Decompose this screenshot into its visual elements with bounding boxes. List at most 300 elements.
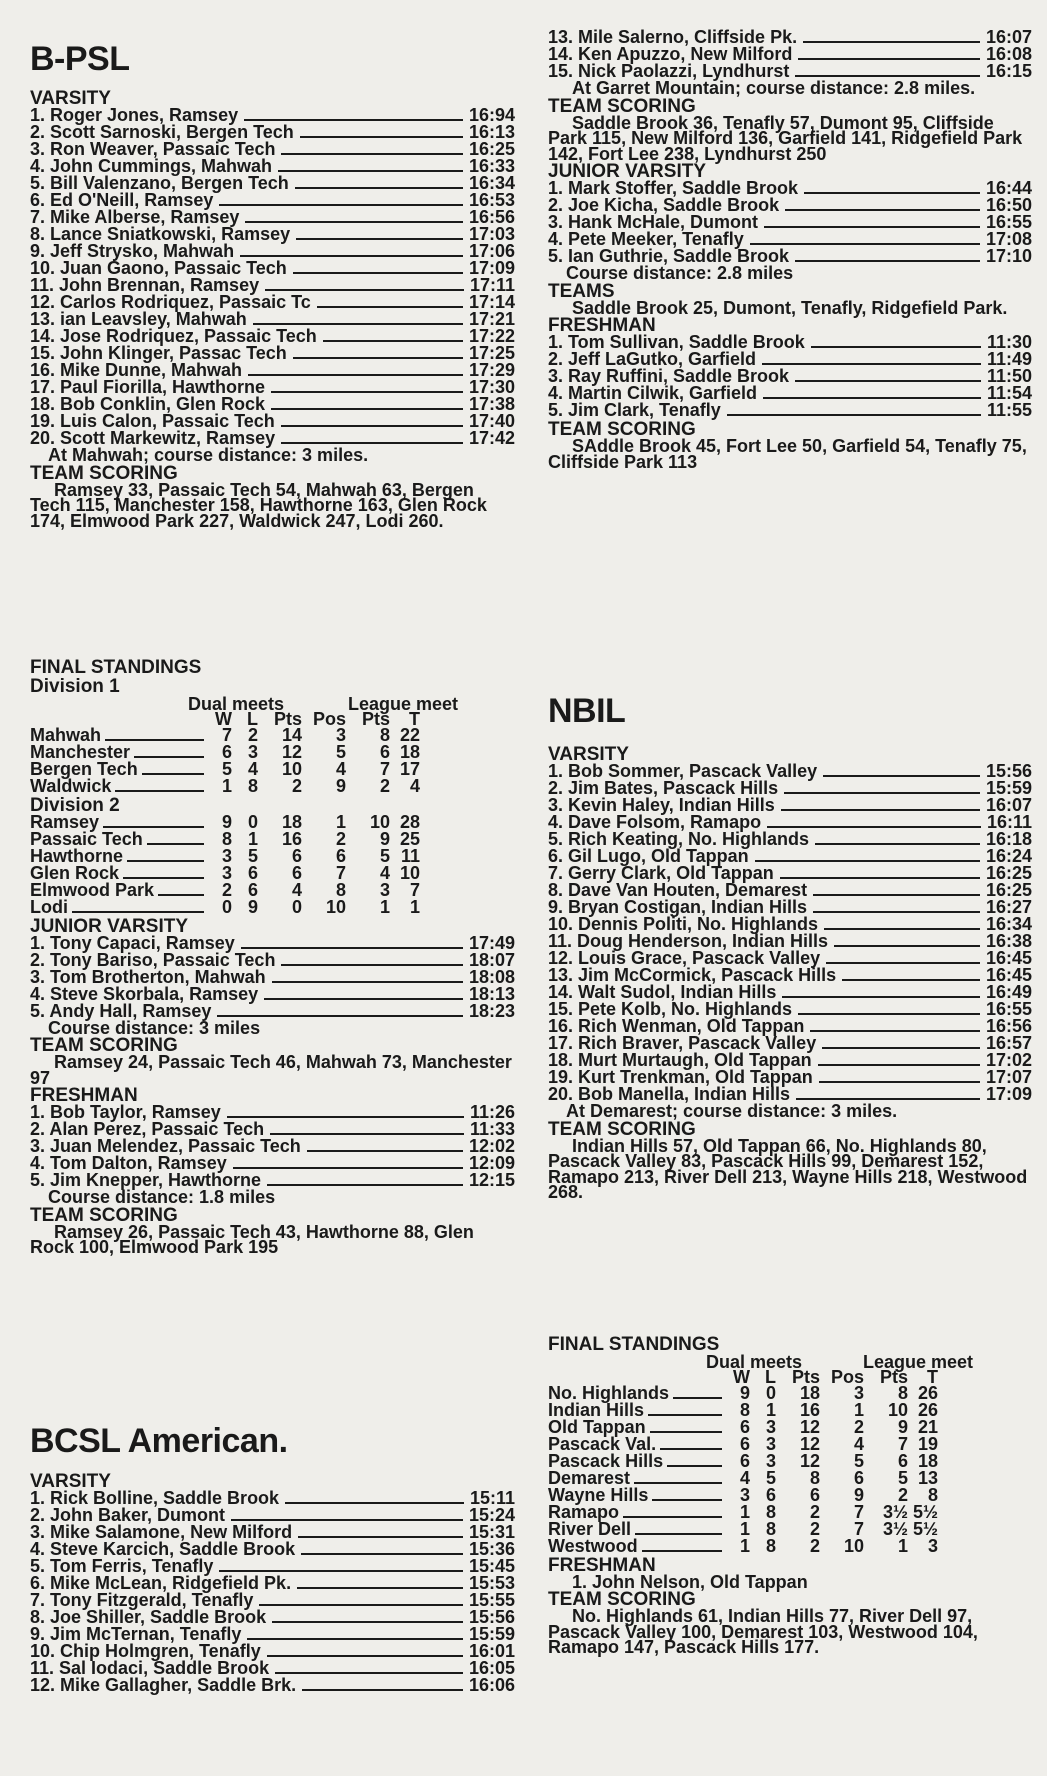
standings-value: 8 <box>247 776 258 797</box>
standings-value: 8 <box>927 1485 938 1506</box>
leader-line <box>103 826 204 828</box>
runner-name: 3. Kevin Haley, Indian Hills <box>548 795 775 815</box>
leader-line <box>780 877 980 879</box>
leader-line <box>834 945 980 947</box>
runner-time: 16:01 <box>468 1641 515 1661</box>
bpsl-fr-label: FRESHMAN <box>30 1085 138 1106</box>
runner-time: 17:42 <box>468 428 515 448</box>
runner-time: 11:30 <box>986 332 1032 352</box>
runner-time: 16:24 <box>985 846 1032 866</box>
runner-time: 16:56 <box>985 1016 1032 1036</box>
result-row <box>30 1675 515 1695</box>
bpsl-varsity-list <box>30 105 515 448</box>
bpsl-fr-note: Course distance: 1.8 miles <box>48 1187 276 1207</box>
leader-line <box>298 1536 463 1538</box>
nbil-fr-line: 1. John Nelson, Old Tappan <box>572 1571 808 1592</box>
standings-value: 7 <box>853 1519 864 1540</box>
team-name: Ramapo <box>548 1501 620 1522</box>
team-name: Manchester <box>30 741 131 762</box>
team-name: Old Tappan <box>548 1416 646 1437</box>
nbil-fr-scoring-label: TEAM SCORING <box>548 1589 696 1610</box>
runner-time: 17:08 <box>985 229 1032 249</box>
runner-name: 2. Jeff LaGutko, Garfield <box>548 349 757 369</box>
standings-value: 8 <box>809 1468 820 1489</box>
runner-name: 1. Mark Stoffer, Saddle Brook <box>548 178 799 198</box>
leader-line <box>240 255 463 257</box>
runner-time: 17:49 <box>468 932 515 953</box>
leader-line <box>796 1098 980 1100</box>
standings-value: 2 <box>809 1536 820 1557</box>
standings-value: 4 <box>379 863 390 884</box>
runner-name: 12. Mike Gallagher, Saddle Brk. <box>30 1675 297 1695</box>
bpsl-varsity-note: At Mahwah; course distance: 3 miles. <box>48 445 369 465</box>
leader-line <box>247 1638 463 1640</box>
bcsl-fr-list <box>548 332 1032 420</box>
standings-value: 19 <box>917 1434 938 1455</box>
runner-name: 7. Mike Alberse, Ramsey <box>30 207 240 227</box>
standings-value: 5½ <box>912 1519 938 1540</box>
bpsl-final-standings <box>30 658 515 1256</box>
runner-time: 16:94 <box>468 105 515 125</box>
leader-line <box>295 187 463 189</box>
leader-line <box>267 1184 463 1186</box>
standings-value: 8 <box>335 880 346 901</box>
runner-name: 3. Ron Weaver, Passaic Tech <box>30 139 276 159</box>
bpsl-standings-header-group <box>30 696 515 712</box>
bcsl-team-scoring: Saddle Brook 36, Tenafly 57, Dumont 95, Cliffside Park 115, New Milford 136, Garfield 141, Ridgefield Park 142, Fort Lee 238, Lyndhurst 250 <box>548 112 1023 164</box>
standings-value: 0 <box>221 897 232 918</box>
standings-value: 4 <box>853 1434 864 1455</box>
runner-time: 16:27 <box>985 897 1032 917</box>
standings-value: 9 <box>853 1485 864 1506</box>
leader-line <box>323 340 463 342</box>
runner-time: 15:24 <box>468 1505 515 1525</box>
leader-line <box>811 346 981 348</box>
runner-time: 16:08 <box>985 44 1032 64</box>
standings-row <box>548 1539 938 1556</box>
standings-value: 3 <box>765 1417 776 1438</box>
leader-line <box>660 1448 722 1450</box>
runner-time: 16:45 <box>985 965 1032 985</box>
leader-line <box>824 928 980 930</box>
leader-line <box>296 238 463 240</box>
standings-value: 22 <box>399 725 420 746</box>
leader-line <box>293 357 463 359</box>
runner-time: 16:49 <box>985 982 1032 1002</box>
standings-value: 6 <box>335 846 346 867</box>
standings-value: 3 <box>335 725 346 746</box>
standings-value: 8 <box>221 829 232 850</box>
bcsl-team-scoring-label: TEAM SCORING <box>548 95 696 117</box>
runner-time: 17:10 <box>985 246 1032 266</box>
standings-column-header: L <box>247 709 258 729</box>
standings-column-header: L <box>765 1367 776 1387</box>
runner-name: 1. Rick Bolline, Saddle Brook <box>30 1488 280 1508</box>
runner-time: 17:02 <box>985 1050 1032 1070</box>
runner-time: 12:02 <box>468 1136 515 1156</box>
standings-team-cell <box>30 775 206 796</box>
runner-time: 17:40 <box>468 411 515 431</box>
runner-name: 1. Tom Sullivan, Saddle Brook <box>548 332 805 352</box>
runner-name: 5. Ian Guthrie, Saddle Brook <box>548 246 790 266</box>
runner-time: 17:25 <box>468 343 515 363</box>
standings-value: 10 <box>887 1400 908 1421</box>
team-name: Pascack Hills <box>548 1450 664 1471</box>
standings-value: 6 <box>739 1434 750 1455</box>
runner-name: 18. Bob Conklin, Glen Rock <box>30 394 266 414</box>
standings-value: 7 <box>897 1434 908 1455</box>
bcsl-varsity-note: At Garret Mountain; course distance: 2.8 miles. <box>572 78 976 98</box>
runner-name: 13. Jim McCormick, Pascack Hills <box>548 965 837 985</box>
runner-name: 1. Bob Sommer, Pascack Valley <box>548 761 818 781</box>
runner-time: 11:33 <box>469 1119 515 1139</box>
team-name: Hawthorne <box>30 845 124 866</box>
leader-line <box>134 756 204 758</box>
runner-time: 15:56 <box>468 1607 515 1627</box>
runner-name: 9. Jim McTernan, Tenafly <box>30 1624 242 1644</box>
leader-line <box>142 773 204 775</box>
leader-line <box>227 1116 464 1118</box>
standings-value: 4 <box>409 776 420 797</box>
standings-value: 3 <box>739 1485 750 1506</box>
standings-value: 2 <box>809 1502 820 1523</box>
runner-name: 8. Joe Shiller, Saddle Brook <box>30 1607 267 1627</box>
leader-line <box>767 826 981 828</box>
standings-value: 1 <box>739 1536 750 1557</box>
runner-time: 17:38 <box>468 394 515 414</box>
leader-line <box>271 391 463 393</box>
leader-line <box>652 1499 722 1501</box>
runner-time: 16:34 <box>468 173 515 193</box>
bpsl-div1-label: Division 1 <box>30 676 120 697</box>
runner-name: 3. Juan Melendez, Passaic Tech <box>30 1136 301 1156</box>
standings-value: 10 <box>325 897 346 918</box>
standings-value: 16 <box>799 1400 820 1421</box>
runner-name: 1. Roger Jones, Ramsey <box>30 105 239 125</box>
leader-line <box>72 911 204 913</box>
runner-time: 17:09 <box>985 1084 1032 1104</box>
standings-value: 1 <box>335 812 346 833</box>
leader-line <box>764 226 980 228</box>
runner-name: 4. Pete Meeker, Tenafly <box>548 229 744 249</box>
standings-value: 12 <box>799 1434 820 1455</box>
standings-value: 6 <box>291 846 302 867</box>
nbil-varsity-note: At Demarest; course distance: 3 miles. <box>566 1101 898 1121</box>
standings-value: 2 <box>379 776 390 797</box>
standings-value: 1 <box>853 1400 864 1421</box>
standings-value: 16 <box>281 829 302 850</box>
runner-time: 18:23 <box>468 1000 515 1021</box>
runner-name: 6. Mike McLean, Ridgefield Pk. <box>30 1573 292 1593</box>
leader-line <box>307 1150 463 1152</box>
leader-line <box>673 1397 722 1399</box>
standings-value: 21 <box>917 1417 938 1438</box>
standings-value: 18 <box>799 1383 820 1404</box>
standings-value: 5 <box>379 846 390 867</box>
runner-time: 16:44 <box>985 178 1032 198</box>
standings-value: 14 <box>281 725 302 746</box>
standings-column-header: W <box>733 1367 750 1387</box>
runner-time: 16:45 <box>985 948 1032 968</box>
standings-column-header: Pts <box>273 709 302 729</box>
runner-time: 16:05 <box>468 1658 515 1678</box>
bpsl-div2-label: Division 2 <box>30 794 120 816</box>
runner-name: 4. Steve Skorbala, Ramsey <box>30 983 259 1004</box>
standings-column-header: Pos <box>830 1367 864 1387</box>
runner-time: 16:55 <box>985 999 1032 1019</box>
runner-time: 16:33 <box>468 156 515 176</box>
runner-time: 15:36 <box>468 1539 515 1559</box>
leader-line <box>803 41 980 43</box>
runner-name: 16. Rich Wenman, Old Tappan <box>548 1016 805 1036</box>
standings-team-cell <box>30 896 206 917</box>
runner-time: 11:49 <box>986 349 1032 369</box>
standings-value: 7 <box>335 863 346 884</box>
runner-name: 5. Andy Hall, Ramsey <box>30 1000 212 1021</box>
standings-value: 5½ <box>912 1502 938 1523</box>
runner-time: 16:07 <box>985 795 1032 815</box>
bcsl-varsity-continued <box>548 27 1032 472</box>
runner-name: 4. Steve Karcich, Saddle Brook <box>30 1539 296 1559</box>
standings-value: 3 <box>247 742 258 763</box>
leader-line <box>231 1519 463 1521</box>
runner-name: 2. Jim Bates, Pascack Hills <box>548 778 779 798</box>
runner-name: 9. Jeff Strysko, Mahwah <box>30 241 235 261</box>
standings-value: 6 <box>765 1485 776 1506</box>
runner-name: 11. Sal Iodaci, Saddle Brook <box>30 1658 270 1678</box>
bcsl-section <box>30 1422 515 1460</box>
bpsl-final-label: FINAL STANDINGS <box>30 657 202 678</box>
standings-value: 3½ <box>882 1502 908 1523</box>
leader-line <box>813 894 980 896</box>
leader-line <box>762 363 981 365</box>
leader-line <box>667 1465 722 1467</box>
runner-name: 20. Bob Manella, Indian Hills <box>548 1084 791 1104</box>
standings-value: 1 <box>897 1536 908 1557</box>
standings-value: 1 <box>765 1400 776 1421</box>
standings-value: 2 <box>247 725 258 746</box>
leader-line <box>784 792 980 794</box>
bcsl-teams: Saddle Brook 25, Dumont, Tenafly, Ridgefield Park. <box>572 297 1008 318</box>
bcsl-varsity <box>30 1472 515 1695</box>
runner-time: 16:25 <box>468 139 515 159</box>
runner-name: 5. Tom Ferris, Tenafly <box>30 1556 214 1576</box>
standings-value: 3 <box>765 1451 776 1472</box>
standings-value: 13 <box>917 1468 938 1489</box>
standings-value: 6 <box>739 1451 750 1472</box>
runner-time: 12:09 <box>468 1153 515 1173</box>
team-name: Demarest <box>548 1467 631 1488</box>
bpsl-dual-meets-header: Dual meets <box>188 694 285 714</box>
standings-value: 2 <box>897 1485 908 1506</box>
runner-time: 16:25 <box>985 863 1032 883</box>
team-name: Passaic Tech <box>30 828 143 849</box>
runner-name: 2. John Baker, Dumont <box>30 1505 226 1525</box>
standings-value: 10 <box>843 1536 864 1557</box>
bcsl-fr-scoring-label: TEAM SCORING <box>548 419 696 440</box>
nbil-title: NBIL <box>548 692 626 730</box>
runner-time: 16:53 <box>468 190 515 210</box>
nbil-team-scoring-label: TEAM SCORING <box>548 1118 696 1140</box>
standings-value: 5 <box>765 1468 776 1489</box>
leader-line <box>278 170 463 172</box>
runner-name: 6. Gil Lugo, Old Tappan <box>548 846 749 866</box>
standings-column-header: Pts <box>879 1367 908 1387</box>
leader-line <box>241 947 463 949</box>
leader-line <box>785 209 980 211</box>
standings-value: 0 <box>291 897 302 918</box>
nbil-team-scoring: Indian Hills 57, Old Tappan 66, No. Highlands 80, Pascack Valley 83, Pascack Hills 99, Demarest 152, Ramapo 213, River Dell 213, Wayne Hills 218, Westwood 268. <box>548 1135 1028 1202</box>
runner-time: 11:50 <box>986 366 1032 386</box>
runner-time: 18:08 <box>468 966 515 987</box>
standings-value: 1 <box>221 776 232 797</box>
runner-time: 17:21 <box>468 309 515 329</box>
runner-name: 4. Dave Folsom, Ramapo <box>548 812 762 832</box>
runner-time: 15:56 <box>985 761 1032 781</box>
runner-time: 16:07 <box>985 27 1032 47</box>
leader-line <box>763 397 981 399</box>
standings-value: 5 <box>247 846 258 867</box>
runner-time: 17:11 <box>469 275 515 295</box>
runner-name: 15. Nick Paolazzi, Lyndhurst <box>548 61 790 81</box>
standings-value: 9 <box>379 829 390 850</box>
bpsl-varsity-label: VARSITY <box>30 88 111 109</box>
standings-column-header: Pts <box>361 709 390 729</box>
runner-time: 16:25 <box>985 880 1032 900</box>
runner-time: 18:13 <box>468 983 515 1004</box>
team-name: Mahwah <box>30 724 102 745</box>
bcsl-varsity-right-list <box>548 27 1032 81</box>
runner-time: 15:55 <box>468 1590 515 1610</box>
runner-name: 4. Tom Dalton, Ramsey <box>30 1153 227 1173</box>
standings-value: 28 <box>399 812 420 833</box>
standings-value: 2 <box>809 1519 820 1540</box>
bpsl-fr-scoring: Ramsey 26, Passaic Tech 43, Hawthorne 88, Glen Rock 100, Elmwood Park 195 <box>30 1221 474 1257</box>
leader-line <box>798 58 980 60</box>
standings-value: 9 <box>221 812 232 833</box>
standings-value: 4 <box>739 1468 750 1489</box>
leader-line <box>259 1604 463 1606</box>
runner-time: 17:14 <box>468 292 515 312</box>
leader-line <box>795 75 980 77</box>
leader-line <box>634 1482 722 1484</box>
standings-value: 2 <box>335 829 346 850</box>
standings-value: 3½ <box>882 1519 908 1540</box>
nbil-dual-meets-header: Dual meets <box>706 1352 803 1372</box>
standings-value: 11 <box>400 846 420 867</box>
standings-value: 25 <box>399 829 420 850</box>
standings-value: 0 <box>247 812 258 833</box>
standings-value: 9 <box>335 776 346 797</box>
standings-value: 2 <box>221 880 232 901</box>
standings-value: 1 <box>739 1519 750 1540</box>
runner-time: 12:15 <box>468 1170 515 1190</box>
leader-line <box>281 964 463 966</box>
bpsl-jv-scoring: Ramsey 24, Passaic Tech 46, Mahwah 73, Manchester 97 <box>30 1052 512 1088</box>
runner-time: 16:06 <box>468 1675 515 1695</box>
standings-value: 10 <box>399 863 420 884</box>
runner-time: 16:38 <box>985 931 1032 951</box>
bpsl-team-scoring-label: TEAM SCORING <box>30 462 178 484</box>
runner-name: 8. Lance Sniatkowski, Ramsey <box>30 224 291 244</box>
runner-name: 5. Rich Keating, No. Highlands <box>548 829 810 849</box>
team-name: Bergen Tech <box>30 758 138 779</box>
leader-line <box>755 860 980 862</box>
runner-name: 8. Dave Van Houten, Demarest <box>548 880 808 900</box>
bcsl-varsity-label: VARSITY <box>30 1471 111 1492</box>
standings-value: 4 <box>335 759 346 780</box>
nbil-varsity-list <box>548 761 1032 1104</box>
runner-name: 3. Ray Ruffini, Saddle Brook <box>548 366 790 386</box>
nbil-fr-label: FRESHMAN <box>548 1554 656 1576</box>
nbil-varsity <box>548 745 1032 1201</box>
leader-line <box>158 894 204 896</box>
standings-value: 3 <box>853 1383 864 1404</box>
leader-line <box>272 1621 463 1623</box>
leader-line <box>245 221 463 223</box>
runner-time: 16:18 <box>985 829 1032 849</box>
bcsl-fr-scoring: SAddle Brook 45, Fort Lee 50, Garfield 54, Tenafly 75, Cliffside Park 113 <box>548 436 1027 472</box>
standings-value: 8 <box>765 1502 776 1523</box>
standings-value: 8 <box>739 1400 750 1421</box>
leader-line <box>826 962 980 964</box>
standings-value: 1 <box>247 829 258 850</box>
runner-name: 5. Bill Valenzano, Bergen Tech <box>30 173 289 193</box>
leader-line <box>105 739 204 741</box>
leader-line <box>244 119 463 121</box>
runner-name: 12. Carlos Rodriquez, Passaic Tc <box>30 292 311 312</box>
team-name: Indian Hills <box>548 1399 645 1420</box>
runner-time: 17:06 <box>468 241 515 261</box>
runner-time: 15:59 <box>985 778 1032 798</box>
leader-line <box>127 860 204 862</box>
runner-time: 15:31 <box>468 1522 515 1542</box>
standings-value: 12 <box>799 1417 820 1438</box>
leader-line <box>293 272 463 274</box>
team-name: Lodi <box>30 896 68 917</box>
runner-time: 15:11 <box>469 1488 515 1508</box>
runner-name: 13. Mile Salerno, Cliffside Pk. <box>548 27 798 47</box>
leader-line <box>782 996 980 998</box>
standings-value: 8 <box>765 1536 776 1557</box>
standings-value: 5 <box>853 1451 864 1472</box>
leader-line <box>642 1550 722 1552</box>
leader-line <box>275 1672 463 1674</box>
standings-value: 6 <box>809 1485 820 1506</box>
standings-value: 3 <box>221 863 232 884</box>
bpsl-jv-note: Course distance: 3 miles <box>48 1017 261 1038</box>
runner-time: 15:45 <box>468 1556 515 1576</box>
standings-value: 6 <box>379 742 390 763</box>
team-name: Pascack Val. <box>548 1433 657 1454</box>
leader-line <box>648 1414 722 1416</box>
runner-name: 6. Ed O'Neill, Ramsey <box>30 190 214 210</box>
runner-name: 2. Tony Bariso, Passaic Tech <box>30 949 276 970</box>
bcsl-varsity-list <box>30 1488 515 1695</box>
bpsl-div2-table <box>30 811 420 918</box>
standings-value: 5 <box>335 742 346 763</box>
standings-value: 6 <box>739 1417 750 1438</box>
standings-value: 6 <box>897 1451 908 1472</box>
standings-value: 12 <box>281 742 302 763</box>
standings-value: 1 <box>409 897 420 918</box>
standings-value: 18 <box>399 742 420 763</box>
standings-value: 4 <box>291 880 302 901</box>
runner-name: 11. Doug Henderson, Indian Hills <box>548 931 829 951</box>
standings-column-header: T <box>927 1367 938 1387</box>
runner-name: 12. Louis Grace, Pascack Valley <box>548 948 821 968</box>
leader-line <box>813 911 980 913</box>
